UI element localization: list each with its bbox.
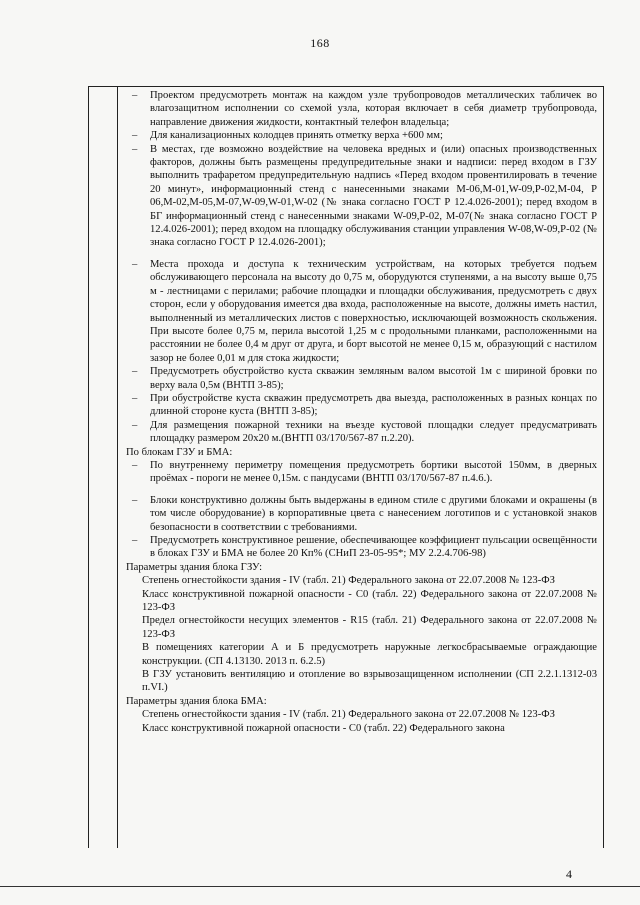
list-item: – Предусмотреть конструктивное решение, обеспечивающее коэффициент пульсации освещённости в блоках ГЗУ и БМА не более 20 Кп% (СНиП 23-05-95*; МУ 2.2.4.706-98) [132, 535, 597, 560]
list-item: – Блоки конструктивно должны быть выдержаны в едином стиле с другими блоками и окрашены (в том числе оборудование) в корпоративные цвета с нанесением логотипов и с установкой знаков безопасности в соответствии с требованиями. [132, 494, 597, 533]
list-item: – Для канализационных колодцев принять отметку верха +600 мм; [132, 130, 443, 142]
page-number-top: 168 [310, 36, 330, 50]
param-item: В ГЗУ установить вентиляцию и отопление во взрывозащищенном исполнении (СП 2.2.1.1312-03 п.VI.) [142, 669, 597, 694]
list-item: – По внутреннему периметру помещения предусмотреть бортики высотой 150мм, в дверных проёмах - пороги не менее 0,15м. с пандусами (ВНТП 03/170/567-87 п.4.6.). [132, 459, 597, 485]
param-item: Степень огнестойкости здания - IV (табл. 21) Федерального закона от 22.07.2008 № 123-ФЗ [142, 709, 555, 721]
list-item: – Проектом предусмотреть монтаж на каждом узле трубопроводов металлических табличек во влагозащитном исполнении со схемой узла, которая включает в себя диаметр трубопровода, направление движения жидкости, контактный телефон владельца; [132, 90, 597, 128]
requirements-text [118, 87, 603, 735]
table-left-border [88, 86, 89, 848]
section-heading-gzu: Параметры здания блока ГЗУ: [126, 561, 263, 573]
list-item: – Места прохода и доступа к техническим устройствам, на которых требуется подъем обслуживающего персонала на высоту до 0,75 м, оборудуются ступенями, а на высоту выше 0,75 м - лестницами с перилами; рабочие площадки и площадки обслуживания, предусмотреть с двух сторон, если у оборудования имеется два входа, расположенные на высоте, должны иметь настил, выполненный из металлических листов с поверхностью, исключающей возможность скольжения. При высоте более 0,75 м, перила высотой 1,25 м с продольными планками, расположенными на расстоянии не более 0,4 м друг от друга, и борт высотой не менее 0,15 м, образующий с настилом зазор не более 0,01 м для стока жидкости; [132, 258, 597, 364]
param-item: В помещениях категории А и Б предусмотреть наружные легкосбрасываемые ограждающие конструкции. (СП 4.13130. 2013 п. 6.2.5) [142, 642, 597, 667]
list-item: – В местах, где возможно воздействие на человека вредных и (или) опасных производственных факторов, должны быть размещены предупредительные знаки и надписи: перед входом в ГЗУ выполнить трафаретом предупредительную надпись «Перед входом провентилировать в течение 20 минут», информационный стенд с нанесенными знаками М-06,М-01,W-09,Р-02,М-04, Р 06,М-02,М-05,М-07,W-09,W-01,W-02 (№ знака согласно ГОСТ Р 12.4.026-2001); перед входом в БГ информационный стенд с нанесенными знаками W-09,Р-02, М-07(№ знака согласно ГОСТ Р 12.4.026-2001); перед входом на площадку обслуживания станции управления W-08,W-09,Р-02 (№ знака согласно ГОСТ Р 12.4.026-2001); [132, 143, 597, 249]
requirements-table-cell [117, 86, 604, 848]
page-number-bottom: 4 [566, 867, 572, 881]
param-item: Класс конструктивной пожарной опасности - С0 (табл. 22) Федерального закона [142, 722, 505, 734]
param-item: Степень огнестойкости здания - IV (табл. 21) Федерального закона от 22.07.2008 № 123-ФЗ [142, 575, 555, 587]
list-item: – Предусмотреть обустройство куста скважин земляным валом высотой 1м с шириной бровки по верху вала 0,5м (ВНТП 3-85); [132, 366, 597, 391]
table-border [88, 86, 118, 87]
section-heading-blocks: По блокам ГЗУ и БМА: [126, 446, 233, 458]
footer-rule [0, 886, 640, 887]
list-item: – Для размещения пожарной техники на въезде кустовой площадки следует предусматривать площадку размером 20х20 м.(ВНТП 03/170/567-87 п.2.20). [132, 419, 597, 445]
section-heading-bma: Параметры здания блока БМА: [126, 695, 267, 707]
param-item: Предел огнестойкости несущих элементов - R15 (табл. 21) Федерального закона от 22.07.2008 № 123-ФЗ [142, 615, 597, 640]
param-item: Класс конструктивной пожарной опасности - С0 (табл. 22) Федерального закона от 22.07.2008 № 123-ФЗ [142, 588, 597, 614]
list-item: – При обустройстве куста скважин предусмотреть два выезда, расположенных в разных концах по длинной стороне куста (ВНТП 3-85); [132, 392, 597, 418]
